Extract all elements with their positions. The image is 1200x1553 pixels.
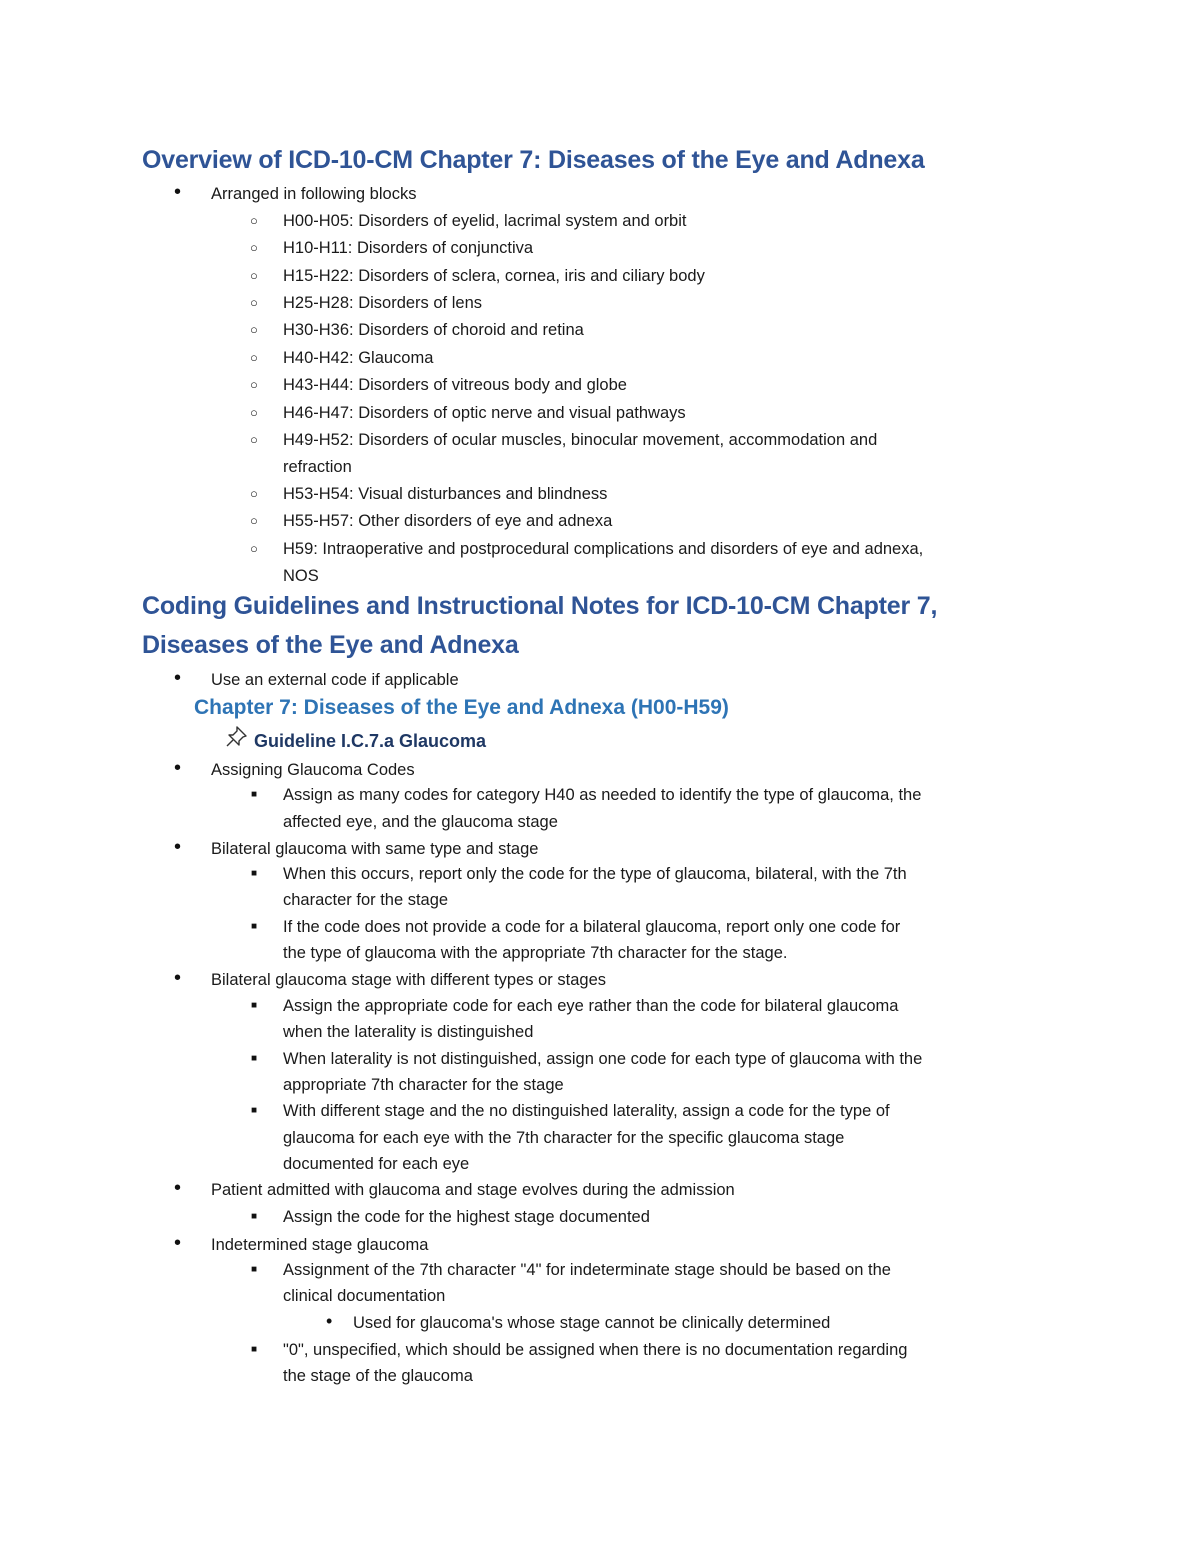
list-item: Assign as many codes for category H40 as needed to identify the type of glaucoma, the xyxy=(283,786,922,804)
list-item-continued: character for the stage xyxy=(283,891,449,909)
list-item-continued: glaucoma for each eye with the 7th character for the specific glaucoma stage xyxy=(283,1129,845,1147)
list-item: H53-H54: Visual disturbances and blindness xyxy=(283,485,608,503)
list-item: H10-H11: Disorders of conjunctiva xyxy=(283,239,534,257)
list-item: H55-H57: Other disorders of eye and adnexa xyxy=(283,512,613,530)
bullet-dot-icon: • xyxy=(174,967,182,989)
list-item: H30-H36: Disorders of choroid and retina xyxy=(283,321,584,339)
list-item: Patient admitted with glaucoma and stage evolves during the admission xyxy=(211,1181,735,1199)
circle-bullet-icon: ○ xyxy=(250,322,258,337)
circle-bullet-icon: ○ xyxy=(250,486,258,501)
circle-bullet-icon: ○ xyxy=(250,350,258,365)
circle-bullet-icon: ○ xyxy=(250,541,258,556)
list-item: "0", unspecified, which should be assigned when there is no documentation regarding xyxy=(283,1341,908,1359)
square-bullet-icon: ■ xyxy=(251,789,258,800)
list-item: When this occurs, report only the code for the type of glaucoma, bilateral, with the 7th xyxy=(283,865,907,883)
bullet-dot-icon: • xyxy=(174,181,182,203)
bullet-dot-icon: • xyxy=(174,1177,182,1199)
square-bullet-icon: ■ xyxy=(251,1344,258,1355)
list-item: H40-H42: Glaucoma xyxy=(283,349,434,367)
square-bullet-icon: ■ xyxy=(251,1105,258,1116)
circle-bullet-icon: ○ xyxy=(250,213,258,228)
overview-heading: Overview of ICD-10-CM Chapter 7: Diseases of the Eye and Adnexa xyxy=(142,146,925,174)
circle-bullet-icon: ○ xyxy=(250,513,258,528)
bullet-dot-icon: • xyxy=(174,1232,182,1254)
chapter-heading: Chapter 7: Diseases of the Eye and Adnexa (H00-H59) xyxy=(194,696,729,719)
bullet-dot-icon: • xyxy=(174,757,182,779)
bullet-dot-icon: • xyxy=(174,836,182,858)
square-bullet-icon: ■ xyxy=(251,1264,258,1275)
guidelines-heading-line1: Coding Guidelines and Instructional Notes for ICD-10-CM Chapter 7, xyxy=(142,592,938,620)
guideline-heading: Guideline I.C.7.a Glaucoma xyxy=(254,731,487,751)
list-item: Bilateral glaucoma stage with different types or stages xyxy=(211,971,606,989)
square-bullet-icon: ■ xyxy=(251,1053,258,1064)
overview-intro: Arranged in following blocks xyxy=(211,185,417,203)
list-item: When laterality is not distinguished, assign one code for each type of glaucoma with the xyxy=(283,1050,923,1068)
list-item-continued: clinical documentation xyxy=(283,1287,446,1305)
list-item: H59: Intraoperative and postprocedural complications and disorders of eye and adnexa, xyxy=(283,540,924,558)
circle-bullet-icon: ○ xyxy=(250,377,258,392)
list-item-continued: the type of glaucoma with the appropriate 7th character for the stage. xyxy=(283,944,788,962)
circle-bullet-icon: ○ xyxy=(250,268,258,283)
list-item: Assign the appropriate code for each eye rather than the code for bilateral glaucoma xyxy=(283,997,899,1015)
square-bullet-icon: ■ xyxy=(251,868,258,879)
circle-bullet-icon: ○ xyxy=(250,240,258,255)
square-bullet-icon: ■ xyxy=(251,1000,258,1011)
list-item: With different stage and the no distinguished laterality, assign a code for the type of xyxy=(283,1102,890,1120)
list-item: Used for glaucoma's whose stage cannot be clinically determined xyxy=(353,1314,831,1332)
list-item-continued: refraction xyxy=(283,458,352,476)
list-item: H15-H22: Disorders of sclera, cornea, iris and ciliary body xyxy=(283,267,705,285)
list-item: Bilateral glaucoma with same type and stage xyxy=(211,840,539,858)
list-item-continued: the stage of the glaucoma xyxy=(283,1367,473,1385)
list-item: H25-H28: Disorders of lens xyxy=(283,294,482,312)
circle-bullet-icon: ○ xyxy=(250,432,258,447)
list-item-continued: documented for each eye xyxy=(283,1155,470,1173)
circle-bullet-icon: ○ xyxy=(250,405,258,420)
bullet-dot-icon: • xyxy=(174,667,182,689)
guidelines-heading-line2: Diseases of the Eye and Adnexa xyxy=(142,631,519,659)
list-item: H49-H52: Disorders of ocular muscles, binocular movement, accommodation and xyxy=(283,431,878,449)
list-item-continued: when the laterality is distinguished xyxy=(283,1023,534,1041)
list-item: Assign the code for the highest stage documented xyxy=(283,1208,650,1226)
square-bullet-icon: ■ xyxy=(251,1211,258,1222)
list-item-continued: appropriate 7th character for the stage xyxy=(283,1076,564,1094)
pushpin-icon xyxy=(224,724,250,750)
circle-bullet-icon: ○ xyxy=(250,295,258,310)
list-item: If the code does not provide a code for a bilateral glaucoma, report only one code for xyxy=(283,918,901,936)
list-item: H00-H05: Disorders of eyelid, lacrimal system and orbit xyxy=(283,212,687,230)
list-item: Indetermined stage glaucoma xyxy=(211,1236,429,1254)
list-item: Assignment of the 7th character "4" for indeterminate stage should be based on the xyxy=(283,1261,891,1279)
guidelines-intro: Use an external code if applicable xyxy=(211,671,459,689)
list-item: H43-H44: Disorders of vitreous body and globe xyxy=(283,376,627,394)
square-bullet-icon: ■ xyxy=(251,921,258,932)
list-item-continued: NOS xyxy=(283,567,319,585)
list-item: Assigning Glaucoma Codes xyxy=(211,761,415,779)
list-item: H46-H47: Disorders of optic nerve and visual pathways xyxy=(283,404,686,422)
bullet-dot-icon: • xyxy=(326,1311,333,1331)
list-item-continued: affected eye, and the glaucoma stage xyxy=(283,813,558,831)
